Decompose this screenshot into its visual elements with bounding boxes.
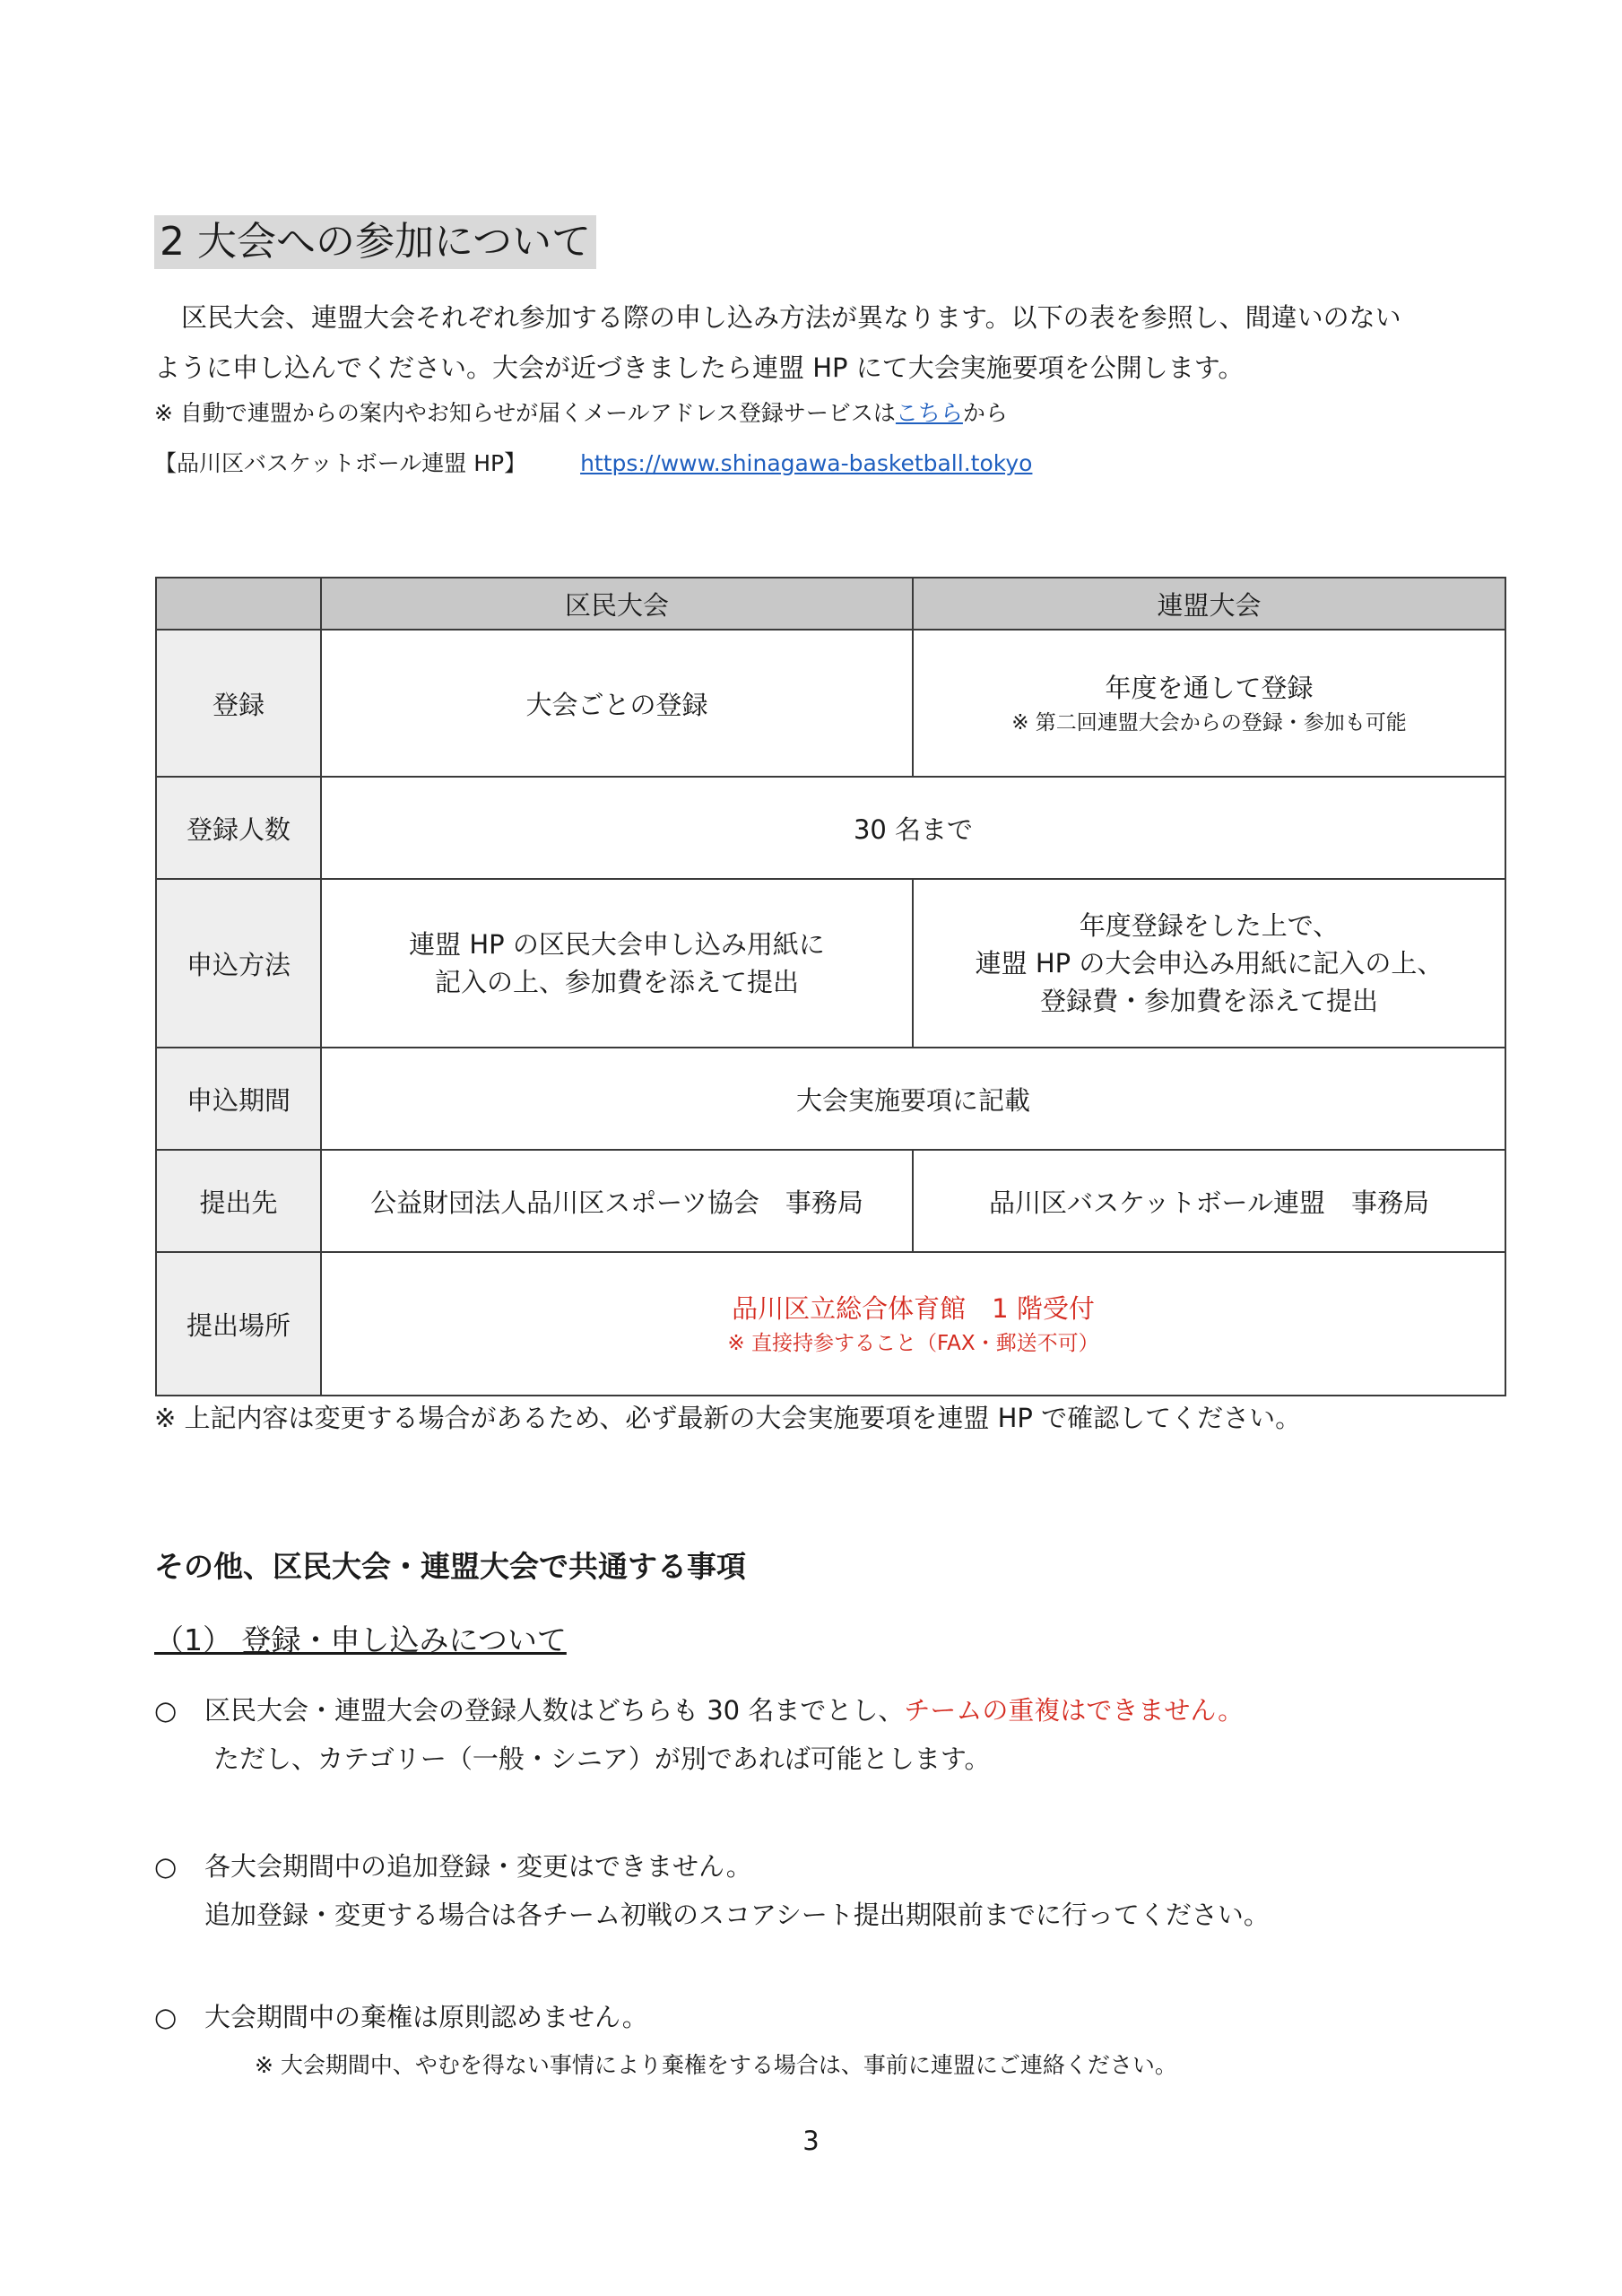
table-header-row	[156, 578, 1505, 630]
col-header-kumin: 区民大会	[321, 578, 913, 630]
registration-renmei-text: 年度を通して登録	[1105, 673, 1314, 703]
table-row-place	[156, 1252, 1505, 1396]
intro-line-2: ように申し込んでください。大会が近づきましたら連盟 HP にて大会実施要項を公開します。	[154, 352, 1245, 383]
intro-line-1: 区民大会、連盟大会それぞれ参加する際の申し込み方法が異なります。以下の表を参照し、間違いのない	[181, 302, 1401, 333]
bullet-icon: ○	[154, 1695, 178, 1726]
item-3-line-1: 大会期間中の棄権は原則認めません。	[204, 2002, 648, 2032]
table-row-period	[156, 1048, 1505, 1150]
table-row-destination	[156, 1150, 1505, 1252]
table-footnote: ※ 上記内容は変更する場合があるため、必ず最新の大会実施要項を連盟 HP で確認してください。	[154, 1403, 1302, 1433]
table-row-registration	[156, 630, 1505, 777]
list-item	[154, 1686, 1244, 1783]
page-number: 3	[802, 2126, 820, 2156]
registration-subheading: （1） 登録・申し込みについて	[154, 1622, 567, 1657]
row-label-method: 申込方法	[156, 879, 321, 1048]
method-kumin-line-1: 連盟 HP の区民大会申し込み用紙に	[409, 929, 825, 960]
entry-method-table	[155, 577, 1506, 1396]
col-header-renmei: 連盟大会	[913, 578, 1505, 630]
row-label-period: 申込期間	[156, 1048, 321, 1150]
bullet-icon: ○	[154, 1851, 178, 1882]
section-title: 2 大会への参加について	[154, 215, 596, 269]
cell-period-value: 大会実施要項に記載	[321, 1048, 1505, 1150]
item-1-line-1b: チームの重複はできません。	[904, 1695, 1245, 1726]
row-label-place: 提出場所	[156, 1252, 321, 1396]
list-item	[154, 1842, 1270, 1939]
cell-destination-kumin: 公益財団法人品川区スポーツ協会 事務局	[321, 1150, 913, 1252]
cell-registration-renmei	[913, 630, 1505, 777]
table-row-count	[156, 777, 1505, 879]
row-label-count: 登録人数	[156, 777, 321, 879]
item-1-line-2: ただし、カテゴリー（一般・シニア）が別であれば可能とします。	[213, 1744, 991, 1774]
cell-method-renmei	[913, 879, 1505, 1048]
hp-url-link[interactable]: https://www.shinagawa-basketball.tokyo	[580, 450, 1033, 476]
row-label-registration: 登録	[156, 630, 321, 777]
hp-label: 【品川区バスケットボール連盟 HP】	[154, 450, 527, 476]
place-text: 品川区立総合体育館 1 階受付	[732, 1293, 1095, 1324]
email-service-notice	[154, 396, 1008, 431]
email-service-link[interactable]: こちら	[895, 400, 963, 426]
corner-cell	[156, 578, 321, 630]
cell-method-kumin	[321, 879, 913, 1048]
item-1-line-1a: 区民大会・連盟大会の登録人数はどちらも 30 名までとし、	[204, 1695, 905, 1726]
place-note: ※ 直接持参すること（FAX・郵送不可）	[727, 1332, 1099, 1355]
cell-count-value: 30 名まで	[321, 777, 1505, 879]
item-2-line-2: 追加登録・変更する場合は各チーム初戦のスコアシート提出期限前までに行ってください。	[204, 1900, 1270, 1930]
item-2-line-1: 各大会期間中の追加登録・変更はできません。	[204, 1851, 752, 1882]
row-label-destination: 提出先	[156, 1150, 321, 1252]
table-row-method	[156, 879, 1505, 1048]
method-renmei-line-3: 登録費・参加費を添えて提出	[1039, 986, 1378, 1016]
hp-line	[154, 446, 1032, 482]
item-3-note: ※ 大会期間中、やむを得ない事情により棄権をする場合は、事前に連盟にご連絡ください。	[255, 2052, 1177, 2078]
cell-registration-kumin: 大会ごとの登録	[321, 630, 913, 777]
method-renmei-line-1: 年度登録をした上で、	[1079, 910, 1340, 941]
method-kumin-line-2: 記入の上、参加費を添えて提出	[434, 967, 799, 997]
common-heading: その他、区民大会・連盟大会で共通する事項	[154, 1549, 746, 1584]
cell-destination-renmei: 品川区バスケットボール連盟 事務局	[913, 1150, 1505, 1252]
registration-renmei-note: ※ 第二回連盟大会からの登録・参加も可能	[1011, 711, 1407, 735]
intro-paragraph	[154, 292, 1499, 393]
notice-suffix: から	[962, 400, 1008, 426]
cell-place-value	[321, 1252, 1505, 1396]
list-item	[154, 1993, 1177, 2090]
notice-prefix: ※ 自動で連盟からの案内やお知らせが届くメールアドレス登録サービスは	[154, 400, 896, 426]
bullet-icon: ○	[154, 2002, 178, 2032]
method-renmei-line-2: 連盟 HP の大会申込み用紙に記入の上、	[975, 948, 1444, 978]
